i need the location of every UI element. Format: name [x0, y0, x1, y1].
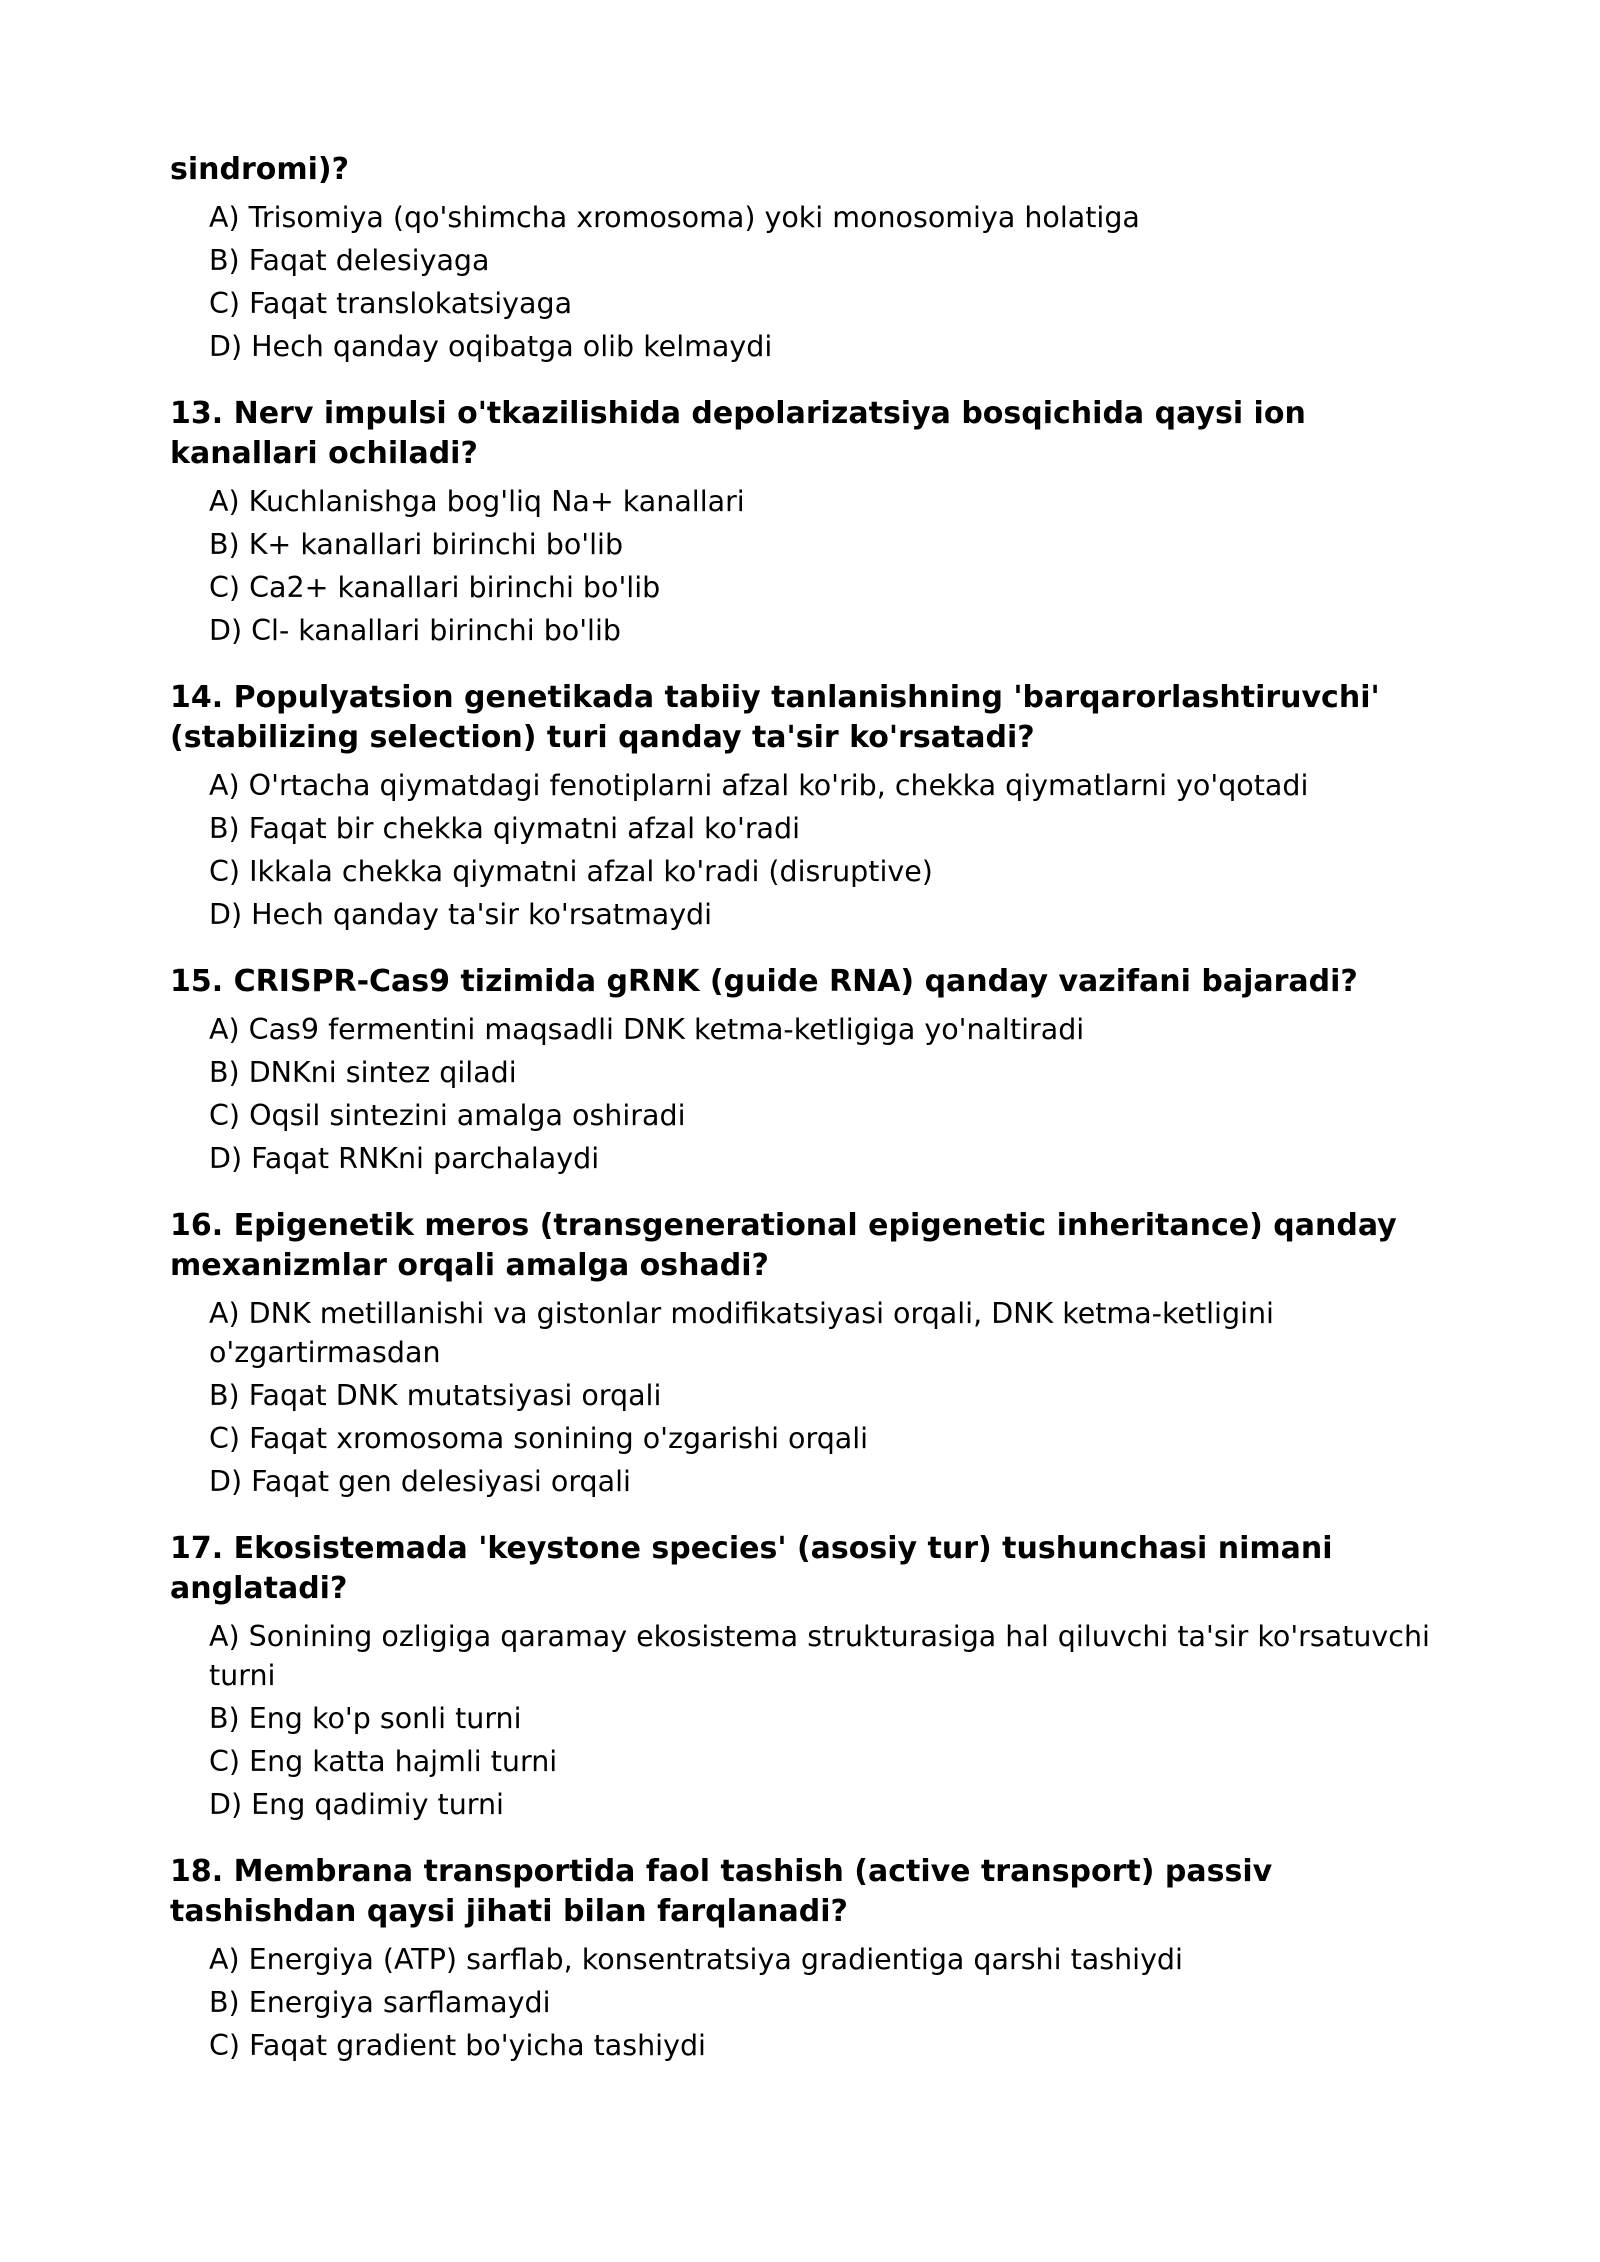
options-list — [170, 1617, 1440, 1824]
option-c: C) Ca2+ kanallari birinchi bo'lib — [209, 571, 661, 604]
option-c: C) Faqat gradient bo'yicha tashiydi — [209, 2029, 706, 2062]
options-list — [170, 1010, 1440, 1178]
option-b: B) DNKni sintez qiladi — [209, 1056, 517, 1089]
option-c: C) Oqsil sintezini amalga oshiradi — [209, 1099, 686, 1132]
option-d: D) Cl- kanallari birinchi bo'lib — [209, 614, 621, 647]
option-a: A) O'rtacha qiymatdagi fenotiplarni afzal ko'rib, chekka qiymatlarni yo'qotadi — [209, 769, 1309, 802]
question-block-16 — [170, 1206, 1440, 1501]
options-list — [170, 1940, 1440, 2065]
option-d: D) Hech qanday ta'sir ko'rsatmaydi — [209, 898, 713, 931]
options-list — [170, 1294, 1440, 1501]
option-b: B) K+ kanallari birinchi bo'lib — [209, 528, 624, 561]
document-page — [170, 150, 1440, 2065]
option-a: A) Cas9 fermentini maqsadli DNK ketma-ketligiga yo'naltiradi — [209, 1013, 1085, 1046]
option-a: A) DNK metillanishi va gistonlar modifikatsiyasi orqali, DNK ketma-ketligini o'zgartirmasdan — [209, 1297, 1274, 1369]
question-block-14 — [170, 678, 1440, 934]
option-a: A) Kuchlanishga bog'liq Na+ kanallari — [209, 485, 745, 518]
option-d: D) Eng qadimiy turni — [209, 1788, 504, 1821]
option-b: B) Energiya sarflamaydi — [209, 1986, 551, 2019]
option-c: C) Faqat xromosoma sonining o'zgarishi orqali — [209, 1422, 869, 1455]
option-d: D) Faqat gen delesiyasi orqali — [209, 1465, 631, 1498]
question-title: 14. Populyatsion genetikada tabiiy tanlanishning 'barqarorlashtiruvchi' (stabilizing selection) turi qanday ta'sir ko'rsatadi? — [170, 680, 1380, 755]
question-title: sindromi)? — [170, 152, 350, 187]
options-list — [170, 198, 1440, 366]
option-d: D) Hech qanday oqibatga olib kelmaydi — [209, 330, 773, 363]
option-c: C) Faqat translokatsiyaga — [209, 287, 573, 320]
options-list — [170, 766, 1440, 934]
question-block-18 — [170, 1852, 1440, 2065]
option-d: D) Faqat RNKni parchalaydi — [209, 1142, 600, 1175]
option-b: B) Eng ko'p sonli turni — [209, 1702, 522, 1735]
option-c: C) Eng katta hajmli turni — [209, 1745, 558, 1778]
question-title: 13. Nerv impulsi o'tkazilishida depolarizatsiya bosqichida qaysi ion kanallari ochiladi? — [170, 396, 1306, 471]
question-block-12 — [170, 150, 1440, 366]
question-title: 16. Epigenetik meros (transgenerational epigenetic inheritance) qanday mexanizmlar orqali amalga oshadi? — [170, 1208, 1397, 1283]
question-title: 18. Membrana transportida faol tashish (active transport) passiv tashishdan qaysi jihati bilan farqlanadi? — [170, 1854, 1273, 1929]
question-block-15 — [170, 962, 1440, 1178]
question-title: 15. CRISPR-Cas9 tizimida gRNK (guide RNA) qanday vazifani bajaradi? — [170, 964, 1358, 999]
question-block-17 — [170, 1529, 1440, 1824]
option-b: B) Faqat DNK mutatsiyasi orqali — [209, 1379, 662, 1412]
option-b: B) Faqat bir chekka qiymatni afzal ko'radi — [209, 812, 801, 845]
question-block-13 — [170, 394, 1440, 650]
option-b: B) Faqat delesiyaga — [209, 244, 490, 277]
question-title: 17. Ekosistemada 'keystone species' (asosiy tur) tushunchasi nimani anglatadi? — [170, 1531, 1333, 1606]
option-a: A) Trisomiya (qo'shimcha xromosoma) yoki monosomiya holatiga — [209, 201, 1140, 234]
option-a: A) Energiya (ATP) sarflab, konsentratsiya gradientiga qarshi tashiydi — [209, 1943, 1183, 1976]
option-a: A) Sonining ozligiga qaramay ekosistema strukturasiga hal qiluvchi ta'sir ko'rsatuvchi turni — [209, 1620, 1430, 1692]
options-list — [170, 482, 1440, 650]
option-c: C) Ikkala chekka qiymatni afzal ko'radi (disruptive) — [209, 855, 933, 888]
